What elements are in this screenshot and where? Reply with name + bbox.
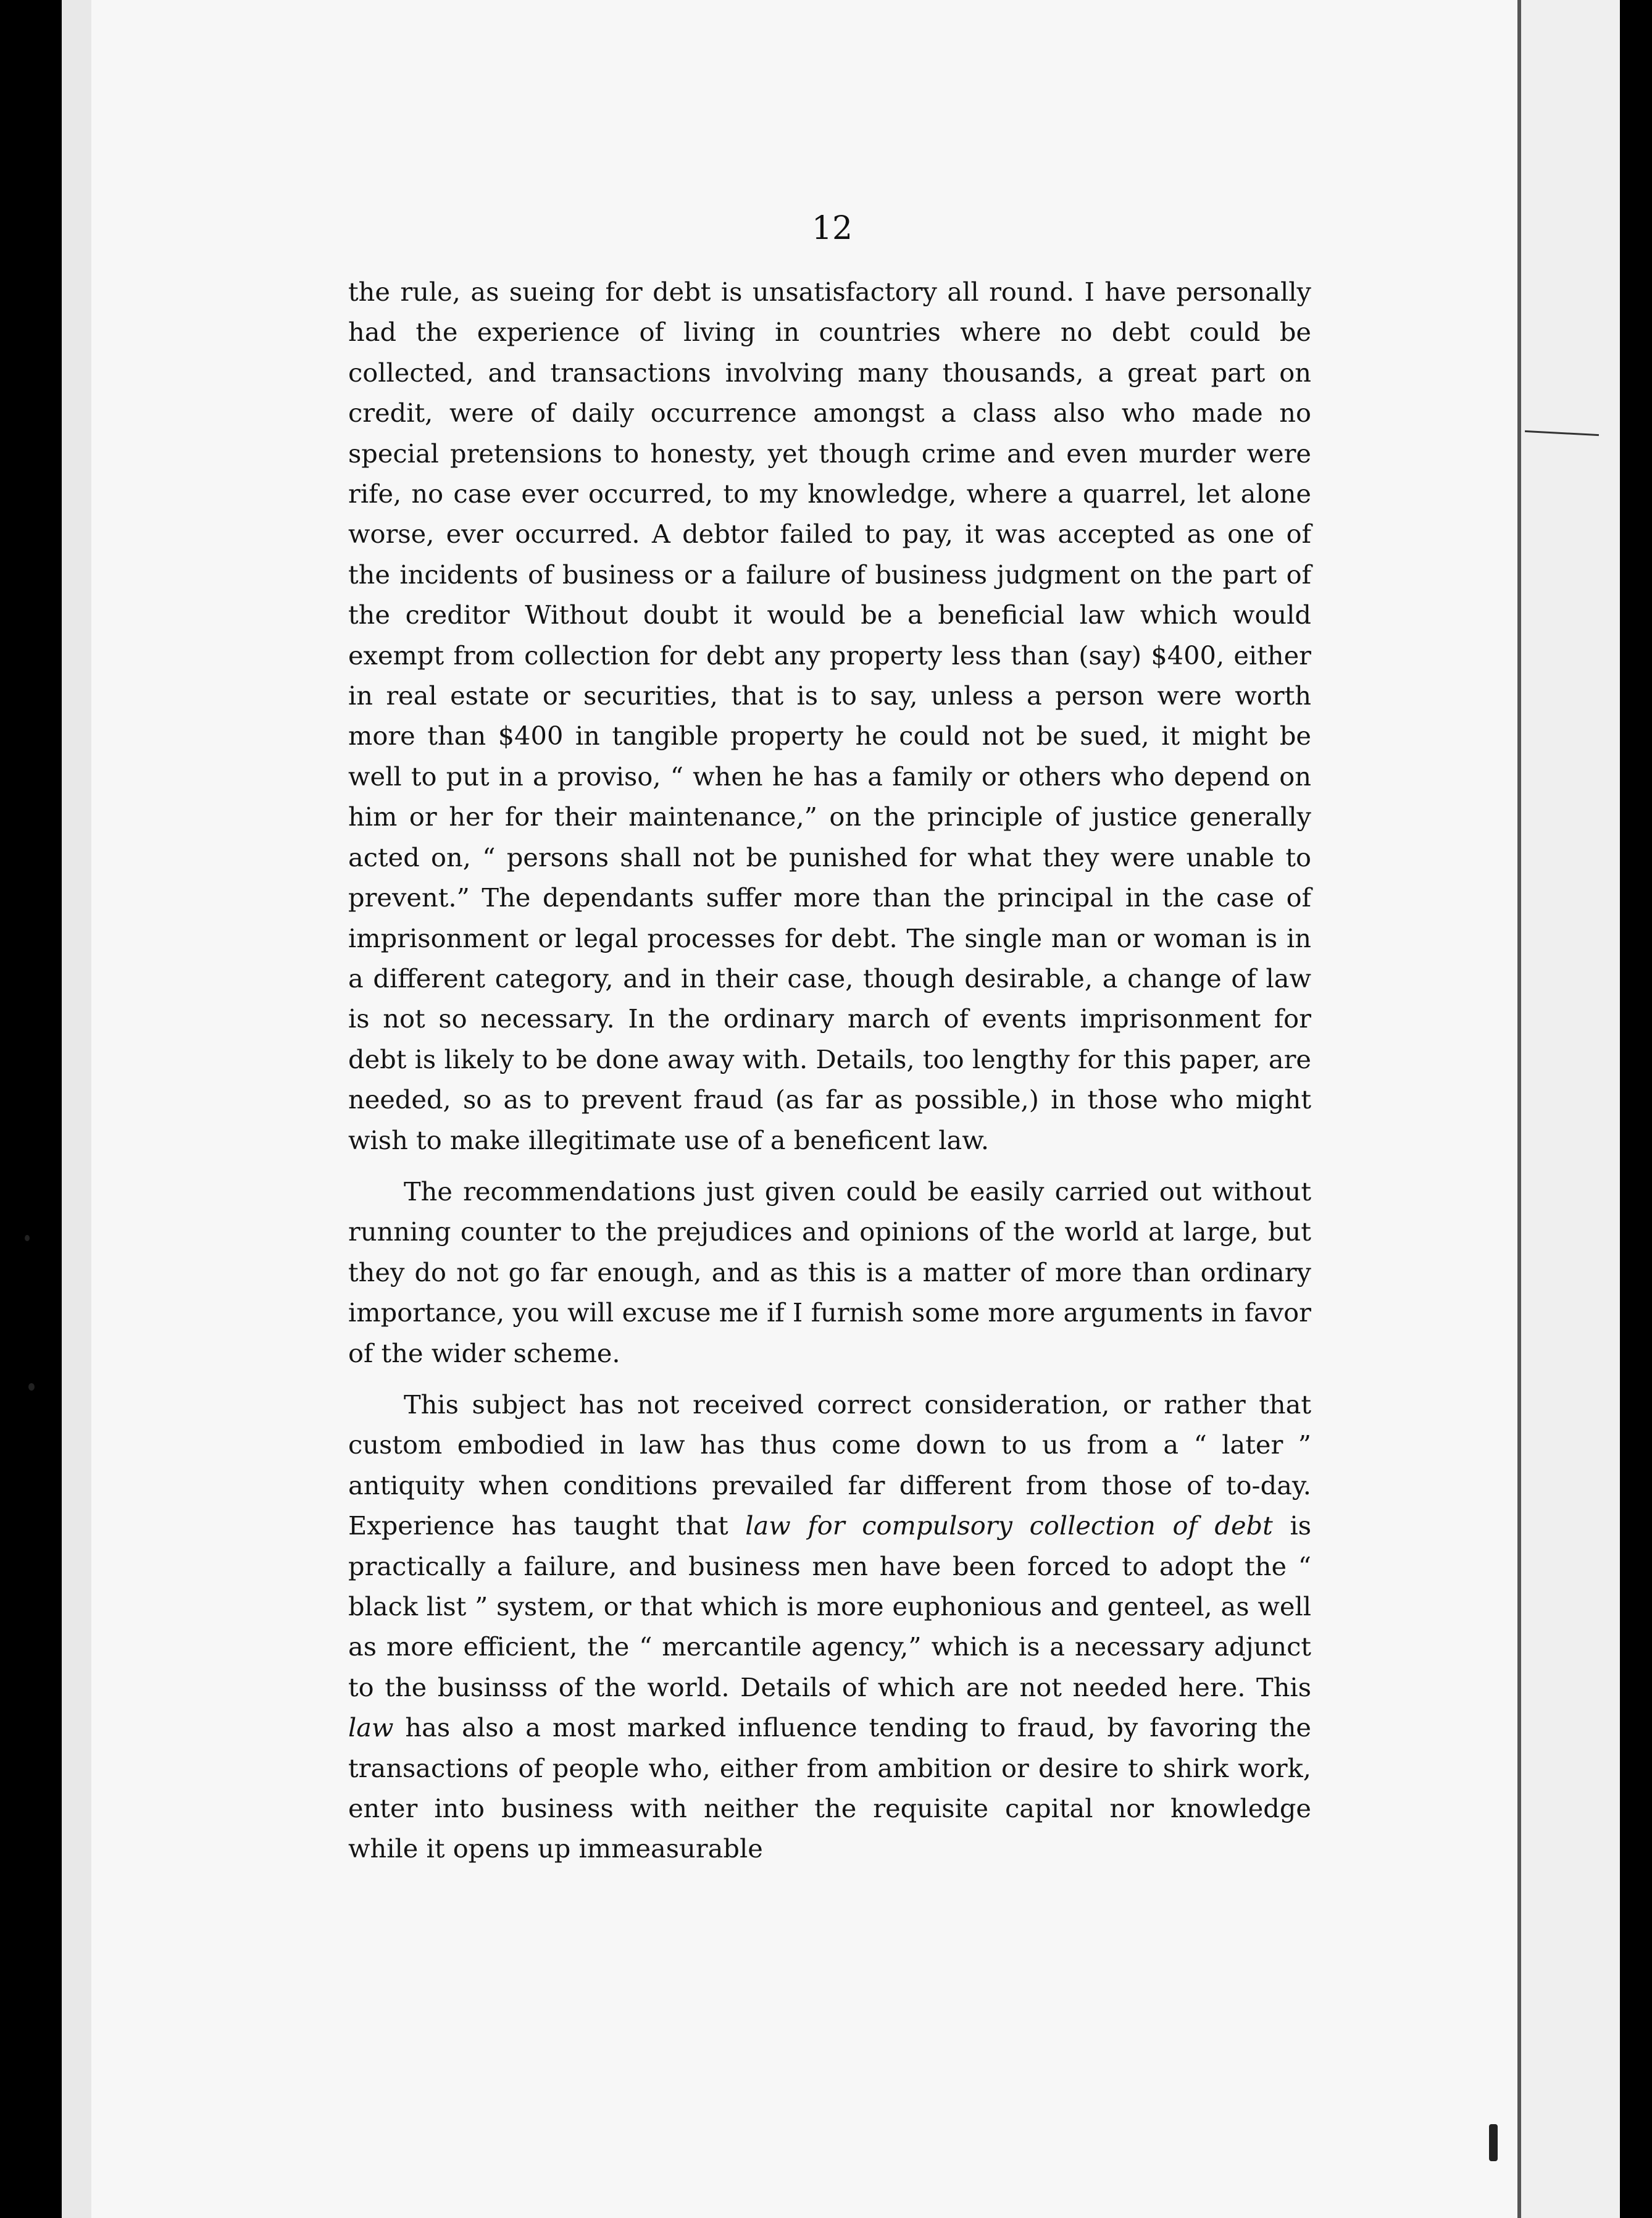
body-text — [348, 272, 1311, 1869]
paragraph — [348, 1171, 1311, 1373]
paragraph-text: This subject has not received correct consideration, or rather that custom embodied in law has thus come down to us from a “ later ” antiquity when conditions prevailed far different from those of to-day. Experience has taught that — [348, 1389, 1311, 1541]
page-number: 12 — [811, 210, 853, 247]
scan-speck — [1489, 2124, 1498, 2161]
scan-speck — [28, 1383, 35, 1391]
italic-phrase: law — [348, 1712, 394, 1743]
paragraph — [348, 1384, 1311, 1869]
scan-speck — [25, 1235, 30, 1241]
next-page-edge — [1521, 0, 1620, 2218]
paragraph-text: has also a most marked influence tending to fraud, by favoring the transactions of people who, either from ambition or desire to shirk work, enter into business with neither the requisite capital nor knowledge while it opens up immeasurable — [348, 1712, 1311, 1864]
paragraph-text: the rule, as sueing for debt is unsatisfactory all round. I have personally had the experience of living in countries where no debt could be collected, and transactions involving many thousands, a great part on credit, were of daily occurrence amongst a class also who made no special pretensions to honesty, yet though crime and even murder were rife, no case ever occurred, to my knowledge, where a quarrel, let alone worse, ever occurred. A debtor failed to pay, it was accepted as one of the incidents of business or a failure of business judgment on the part of the creditor Without doubt it would be a beneficial law which would exempt from collection for debt any property less than (say) $400, either in real estate or securities, that is to say, unless a person were worth more than $400 in tangible property he could not be sued, it might be well to put in a proviso, “ when he has a family or others who depend on him or her for their maintenance,” on the principle of justice generally acted on, “ persons shall not be punished for what they were unable to prevent.” The dependants suffer more than the principal in the case of imprisonment or legal processes for debt. The single man or woman is in a different category, and in their case, though desirable, a change of law is not so necessary. In the ordinary march of events imprisonment for debt is likely to be done away with. Details, too lengthy for this paper, are needed, so as to prevent fraud (as far as possible,) in those who might wish to make illegitimate use of a beneficent law. — [348, 277, 1311, 1155]
italic-phrase: law for compulsory collection of debt — [745, 1510, 1273, 1541]
paragraph — [348, 272, 1311, 1160]
paragraph-text: is practically a failure, and business men have been forced to adopt the “ black list ” system, or that which is more euphonious and genteel, as well as more efficient, the “ mercantile agency,” which is a necessary adjunct to the businsss of the world. Details of which are not needed here. This — [348, 1510, 1312, 1702]
paragraph-text: The recommendations just given could be easily carried out without running counter to the prejudices and opinions of the world at large, but they do not go far enough, and as this is a matter of more than ordinary importance, you will excuse me if I furnish some more arguments in favor of the wider scheme. — [348, 1176, 1311, 1368]
